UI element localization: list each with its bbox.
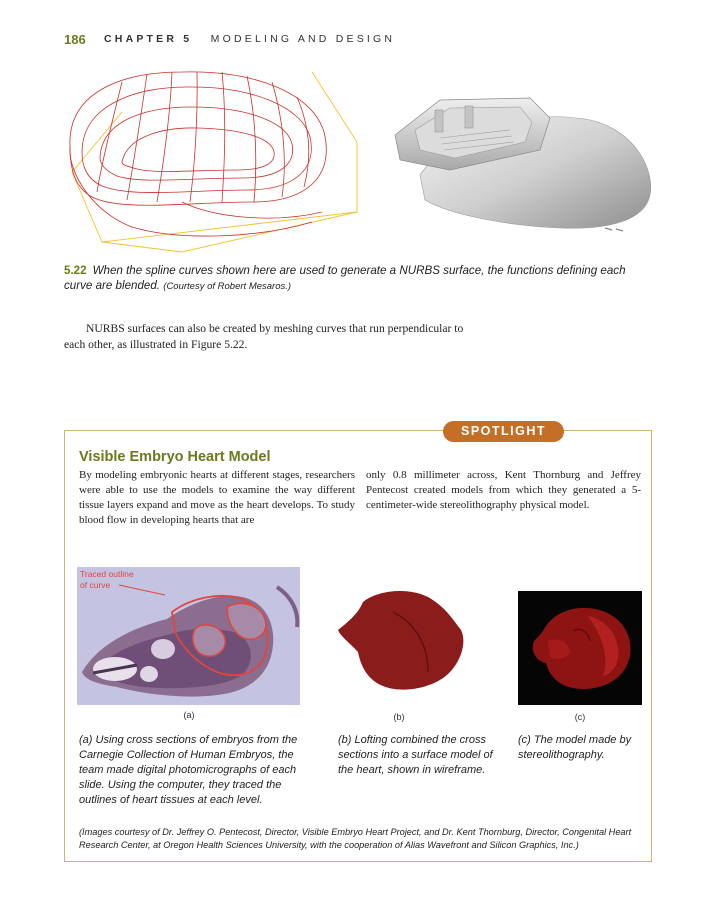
nurbs-wireframe-figure xyxy=(62,52,362,257)
body-paragraph xyxy=(64,321,484,353)
image-label-a: (a) xyxy=(183,710,195,720)
image-credits: (Images courtesy of Dr. Jeffrey O. Pentecost, Director, Visible Embryo Heart Project, and Dr. Kent Thornburg, Director, Congenital Heart Research Center, at Oregon Health Sciences University, with the cooperation of Alias Wavefront and Silicon Graphics, Inc.) xyxy=(79,827,632,850)
image-caption-c: (c) The model made by stereolithography. xyxy=(518,734,632,761)
figure-caption-text: When the spline curves shown here are used to generate a NURBS surface, the functions defining each curve are blended. xyxy=(64,264,626,292)
section-label: MODELING AND DESIGN xyxy=(210,33,396,45)
spotlight-title: Visible Embryo Heart Model xyxy=(79,449,271,465)
page-number: 186 xyxy=(64,32,86,47)
figure-number: 5.22 xyxy=(64,264,87,277)
image-label-c: (c) xyxy=(574,712,586,722)
body-paragraph-text: NURBS surfaces can also be created by meshing curves that run perpendicular to each other, as illustrated in Figure 5.22. xyxy=(64,322,464,351)
image-caption-b: (b) Lofting combined the cross sections into a surface model of the heart, shown in wireframe. xyxy=(338,734,493,776)
figure-credit: (Courtesy of Robert Mesaros.) xyxy=(163,281,292,292)
spotlight-text-left: By modeling embryonic hearts at different stages, researchers were able to use the models to examine the way different tissue layers expand and move as the heart develops. To study blood flow in developing hearts that are xyxy=(79,469,355,526)
embryo-cross-section-image xyxy=(77,567,300,705)
traced-outline-annotation-line1: Traced outline xyxy=(80,569,134,579)
nurbs-solid-render-figure xyxy=(380,80,660,240)
spotlight-tab: SPOTLIGHT xyxy=(443,421,564,442)
traced-outline-annotation-line2: of curve xyxy=(80,580,111,590)
heart-wireframe-image xyxy=(333,582,469,698)
spotlight-text-right: only 0.8 millimeter across, Kent Thornburg and Jeffrey Pentecost created models from which they generated a 5-centimeter-wide stereolithography physical model. xyxy=(366,469,641,511)
figure-caption xyxy=(64,263,649,294)
running-header xyxy=(104,33,395,45)
image-caption-a: (a) Using cross sections of embryos from the Carnegie Collection of Human Embryos, the team made digital photomicrographs of each slide. Using the computer, they traced the outlines of heart tissues at each level. xyxy=(79,734,298,806)
stereolithography-model-image xyxy=(518,591,642,705)
chapter-label: CHAPTER 5 xyxy=(104,33,193,45)
image-label-b: (b) xyxy=(393,712,405,722)
